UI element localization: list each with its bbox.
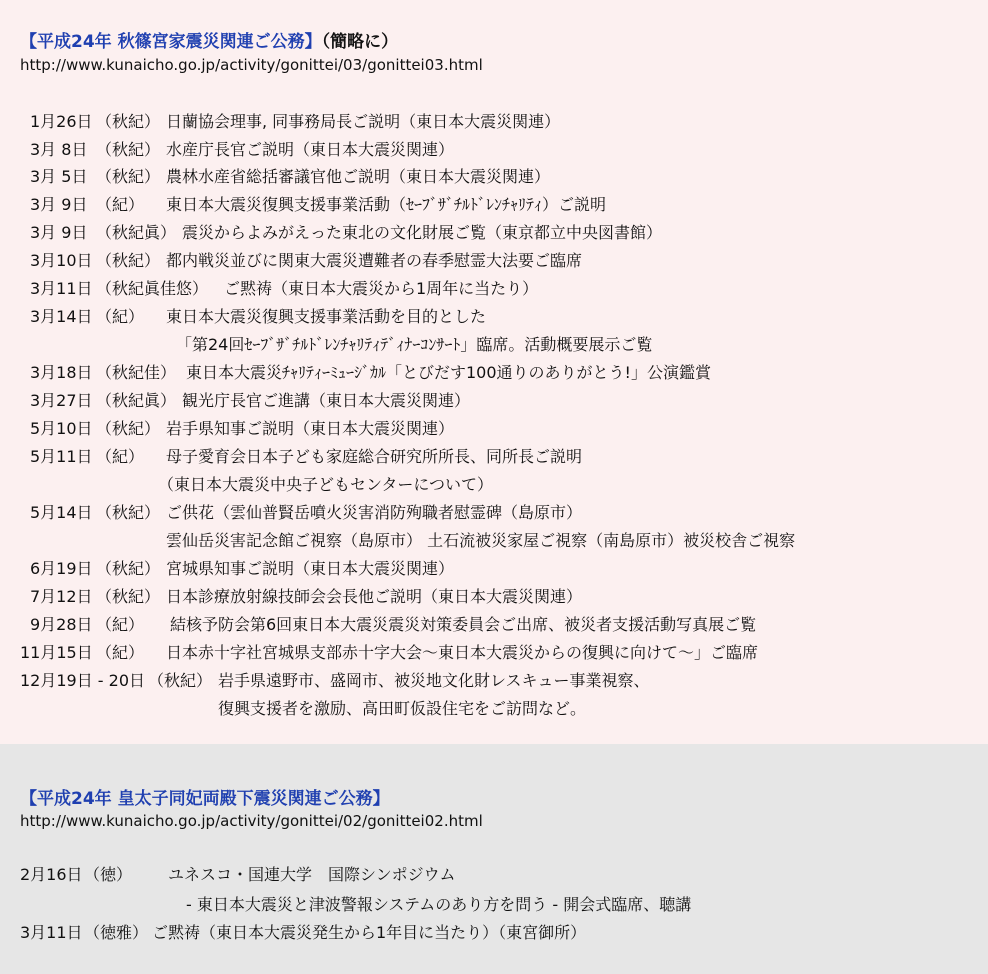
entry-date: 5月11日 [30, 447, 93, 466]
entry-members: （紀） [96, 195, 145, 214]
entry-members: （秋紀） [96, 140, 161, 159]
entry-continuation: （東日本大震災中央子どもセンターについて） [158, 475, 494, 494]
entry-members: （秋紀） [96, 251, 161, 270]
entry-date: 3月11日 [20, 923, 83, 942]
entry-date: 3月27日 [30, 391, 93, 410]
entry-date: 9月28日 [30, 615, 93, 634]
entry-date: 12月19日 - 20日 [20, 671, 146, 690]
entry-text: ご黙祷（東日本大震災発生から1年目に当たり）（東宮御所） [152, 923, 587, 942]
entry-date: 3月10日 [30, 251, 93, 270]
entry-text: 東日本大震災復興支援事業活動を目的とした [166, 307, 487, 326]
entry-members: （秋紀） [96, 112, 161, 131]
entry-text: 結核予防会第6回東日本大震災震災対策委員会ご出席、被災者支援活動写真展ご覧 [170, 615, 757, 634]
entry-text: 宮城県知事ご説明（東日本大震災関連） [166, 559, 455, 578]
entry-text: 水産庁長官ご説明（東日本大震災関連） [166, 140, 455, 159]
entry-date: 11月15日 [20, 643, 93, 662]
entry-text: 岩手県遠野市、盛岡市、被災地文化財レスキュー事業視察、 [218, 671, 650, 690]
entry-text: 母子愛育会日本子ども家庭総合研究所所長、同所長ご説明 [166, 447, 583, 466]
entry-date: 3月18日 [30, 363, 93, 382]
entry-members: （徳） [84, 865, 133, 884]
entry-date: 3月 5日 [30, 167, 88, 186]
entry-text: 東日本大震災復興支援事業活動（ｾｰﾌﾞｻﾞﾁﾙﾄﾞﾚﾝﾁｬﾘﾃｨ）ご説明 [166, 195, 607, 214]
entry-members: （秋紀） [96, 167, 161, 186]
crown-prince-section [0, 744, 988, 974]
entry-text: 震災からよみがえった東北の文化財展ご覧（東京都立中央図書館） [182, 223, 663, 242]
entry-date: 6月19日 [30, 559, 93, 578]
entry-members: （秋紀） [96, 503, 161, 522]
entry-members: （秋紀） [148, 671, 213, 690]
entry-text: ユネスコ・国連大学 国際シンポジウム [168, 865, 456, 884]
entry-text: 日本診療放射線技師会会長他ご説明（東日本大震災関連） [166, 587, 583, 606]
entry-members: （秋紀眞） [96, 223, 177, 242]
entry-members: （秋紀佳） [96, 363, 177, 382]
section-title [20, 27, 398, 52]
entry-date: 3月 9日 [30, 223, 88, 242]
entry-date: 3月11日 [30, 279, 93, 298]
entry-date: 5月14日 [30, 503, 93, 522]
entry-members: （秋紀） [96, 559, 161, 578]
entry-continuation: - 東日本大震災と津波警報システムのあり方を問う - 開会式臨席、聴講 [186, 895, 692, 914]
entry-members: （紀） [96, 447, 145, 466]
entry-text: ご供花（雲仙普賢岳噴火災害消防殉職者慰霊碑（島原市） [166, 503, 583, 522]
entry-members: （秋紀眞佳悠） [96, 279, 209, 298]
entry-text: 日蘭協会理事, 同事務局長ご説明（東日本大震災関連） [166, 112, 561, 131]
source-url[interactable]: http://www.kunaicho.go.jp/activity/gonittei/02/gonittei02.html [20, 812, 483, 830]
entry-members: （紀） [96, 615, 145, 634]
entry-continuation: 「第24回ｾｰﾌﾞｻﾞﾁﾙﾄﾞﾚﾝﾁｬﾘﾃｨﾃﾞｨﾅｰｺﾝｻｰﾄ」臨席。活動概要展示ご覧 [176, 335, 653, 354]
entry-text: 観光庁長官ご進講（東日本大震災関連） [182, 391, 471, 410]
entry-date: 3月 9日 [30, 195, 88, 214]
entry-date: 3月 8日 [30, 140, 88, 159]
entry-continuation: 雲仙岳災害記念館ご視察（島原市） 土石流被災家屋ご視察（南島原市）被災校舎ご視察 [166, 531, 796, 550]
entry-text: 東日本大震災ﾁｬﾘﾃｨｰﾐｭｰｼﾞｶﾙ「とびだす100通りのありがとう!」公演鑑賞 [186, 363, 711, 382]
entry-date: 5月10日 [30, 419, 93, 438]
entry-date: 3月14日 [30, 307, 93, 326]
entry-text: 農林水産省総括審議官他ご説明（東日本大震災関連） [166, 167, 551, 186]
entry-members: （紀） [96, 643, 145, 662]
section-title-main: 【平成24年 秋篠宮家震災関連ご公務】 [20, 32, 322, 52]
entry-text: 都内戦災並びに関東大震災遭難者の春季慰霊大法要ご臨席 [166, 251, 583, 270]
entry-date: 1月26日 [30, 112, 93, 131]
entry-members: （秋紀） [96, 419, 161, 438]
entry-members: （秋紀眞） [96, 391, 177, 410]
entry-date: 7月12日 [30, 587, 93, 606]
entry-date: 2月16日 [20, 865, 83, 884]
section-title-note: （簡略に） [321, 32, 399, 52]
entry-members: （徳雅） [84, 923, 149, 942]
entry-members: （紀） [96, 307, 145, 326]
entry-text: 岩手県知事ご説明（東日本大震災関連） [166, 419, 455, 438]
entry-members: （秋紀） [96, 587, 161, 606]
section-title [20, 784, 390, 809]
entry-text: 日本赤十字社宮城県支部赤十字大会～東日本大震災からの復興に向けて～」ご臨席 [166, 643, 759, 662]
entry-text: ご黙祷（東日本大震災から1周年に当たり） [224, 279, 539, 298]
source-url[interactable]: http://www.kunaicho.go.jp/activity/gonittei/03/gonittei03.html [20, 56, 483, 74]
entry-continuation: 復興支援者を激励、高田町仮設住宅をご訪問など。 [218, 699, 587, 718]
section-title-main: 【平成24年 皇太子同妃両殿下震災関連ご公務】 [20, 789, 390, 809]
